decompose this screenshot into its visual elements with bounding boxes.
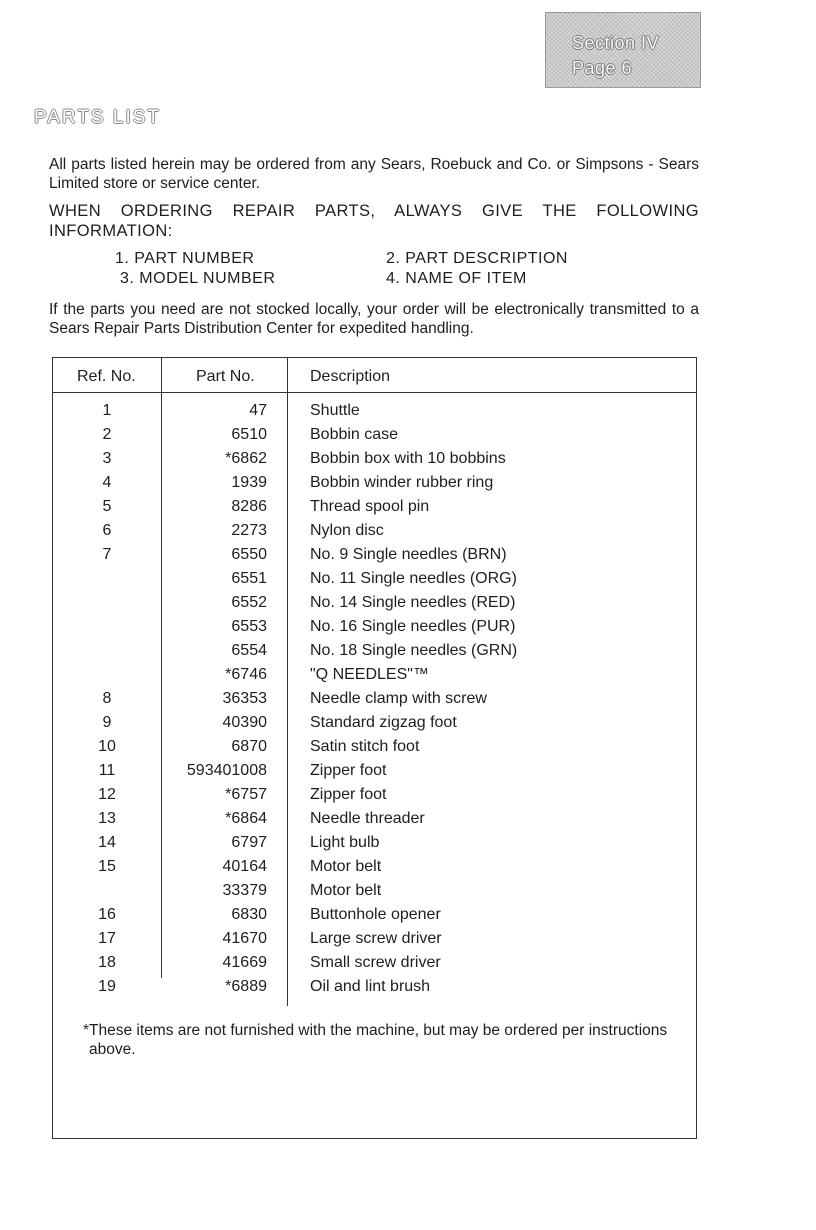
description-cell: Small screw driver [310,954,441,971]
ref-no-cell: 4 [102,474,112,491]
ref-no-cell: 2 [102,426,112,443]
table-row [53,760,696,784]
ref-no-cell: 8 [102,690,112,707]
page-label: Page 6 [572,58,633,78]
description-cell: Bobbin winder rubber ring [310,474,494,491]
description-cell: Thread spool pin [310,498,430,515]
ref-no-cell: 18 [98,954,116,971]
intro-paragraph: All parts listed herein may be ordered from any Sears, Roebuck and Co. or Simpsons - Sears Limited store or service center. [49,156,699,192]
info-item-part-number: 1. PART NUMBER [115,250,255,267]
part-no-cell: 41669 [222,954,267,971]
part-no-cell: 6551 [231,570,267,587]
description-cell: Oil and lint brush [310,978,431,995]
page-title: PARTS LIST [34,107,161,128]
part-no-cell: *6864 [225,810,267,827]
part-no-cell: 1939 [231,474,267,491]
info-item-model-number: 3. MODEL NUMBER [120,270,276,287]
description-cell: Needle clamp with screw [310,690,487,707]
table-row [53,472,696,496]
table-row [53,544,696,568]
ref-no-cell: 15 [98,858,116,875]
header-divider [53,392,696,393]
ref-no-cell: 19 [98,978,116,995]
part-no-cell: 593401008 [186,762,267,779]
table-row [53,400,696,424]
info-item-part-description: 2. PART DESCRIPTION [386,250,568,267]
table-row [53,424,696,448]
table-row [53,448,696,472]
table-row [53,832,696,856]
part-no-cell: 47 [249,402,267,419]
part-no-cell: 36353 [222,690,267,707]
footnote: *These items are not furnished with the machine, but may be ordered per instructions above. [83,1022,668,1058]
description-cell: "Q NEEDLES"™ [310,666,429,683]
parts-table [52,357,697,1139]
part-no-cell: 33379 [222,882,267,899]
ref-no-cell: 3 [102,450,112,467]
description-cell: Satin stitch foot [310,738,420,755]
section-badge [545,12,701,88]
description-cell: Bobbin box with 10 bobbins [310,450,506,467]
part-no-cell: 6870 [231,738,267,755]
ref-no-cell: 16 [98,906,116,923]
info-item-name-of-item: 4. NAME OF ITEM [386,270,527,287]
table-row [53,880,696,904]
part-no-cell: 40390 [222,714,267,731]
header-description: Description [310,368,391,385]
header-part-no: Part No. [196,368,255,385]
ref-no-cell: 11 [98,762,116,779]
stock-note-paragraph: If the parts you need are not stocked locally, your order will be electronically transmitted to a Sears Repair Parts Distribution Center for expedited handling. [49,301,699,337]
ref-no-cell: 12 [98,786,116,803]
part-no-cell: 6830 [231,906,267,923]
part-no-cell: 40164 [222,858,267,875]
description-cell: No. 18 Single needles (GRN) [310,642,518,659]
table-row [53,952,696,976]
ref-no-cell: 14 [98,834,116,851]
ref-no-cell: 9 [102,714,112,731]
description-cell: Bobbin case [310,426,399,443]
table-row [53,904,696,928]
part-no-cell: *6889 [225,978,267,995]
ref-no-cell: 5 [102,498,112,515]
ref-no-cell: 17 [98,930,116,947]
table-row [53,640,696,664]
part-no-cell: *6746 [225,666,267,683]
table-row [53,736,696,760]
description-cell: No. 16 Single needles (PUR) [310,618,516,635]
table-row [53,592,696,616]
ref-no-cell: 7 [102,546,112,563]
table-body [53,400,696,1000]
part-no-cell: *6757 [225,786,267,803]
description-cell: No. 9 Single needles (BRN) [310,546,507,563]
ref-no-cell: 1 [102,402,112,419]
description-cell: Buttonhole opener [310,906,441,923]
section-label: Section IV [572,33,660,53]
table-row [53,568,696,592]
ref-no-cell: 6 [102,522,112,539]
part-no-cell: 6554 [231,642,267,659]
part-no-cell: 6553 [231,618,267,635]
part-no-cell: 2273 [231,522,267,539]
part-no-cell: 6552 [231,594,267,611]
part-no-cell: 6550 [231,546,267,563]
description-cell: Standard zigzag foot [310,714,457,731]
description-cell: Motor belt [310,858,382,875]
table-row [53,808,696,832]
description-cell: Shuttle [310,402,360,419]
table-row [53,712,696,736]
description-cell: Nylon disc [310,522,384,539]
ref-no-cell: 10 [98,738,116,755]
table-row [53,688,696,712]
table-row [53,664,696,688]
table-row [53,976,696,1000]
table-row [53,856,696,880]
table-row [53,784,696,808]
table-row [53,520,696,544]
description-cell: Large screw driver [310,930,442,947]
description-cell: No. 11 Single needles (ORG) [310,570,517,587]
table-row [53,616,696,640]
description-cell: Zipper foot [310,762,387,779]
description-cell: Zipper foot [310,786,387,803]
header-ref-no: Ref. No. [77,368,136,385]
description-cell: Needle threader [310,810,425,827]
part-no-cell: *6862 [225,450,267,467]
part-no-cell: 6797 [231,834,267,851]
table-row [53,928,696,952]
description-cell: No. 14 Single needles (RED) [310,594,516,611]
ordering-instructions: WHEN ORDERING REPAIR PARTS, ALWAYS GIVE THE FOLLOWING INFORMATION: [49,202,699,240]
description-cell: Motor belt [310,882,382,899]
ref-no-cell: 13 [98,810,116,827]
table-row [53,496,696,520]
description-cell: Light bulb [310,834,380,851]
part-no-cell: 6510 [231,426,267,443]
part-no-cell: 8286 [231,498,267,515]
part-no-cell: 41670 [222,930,267,947]
